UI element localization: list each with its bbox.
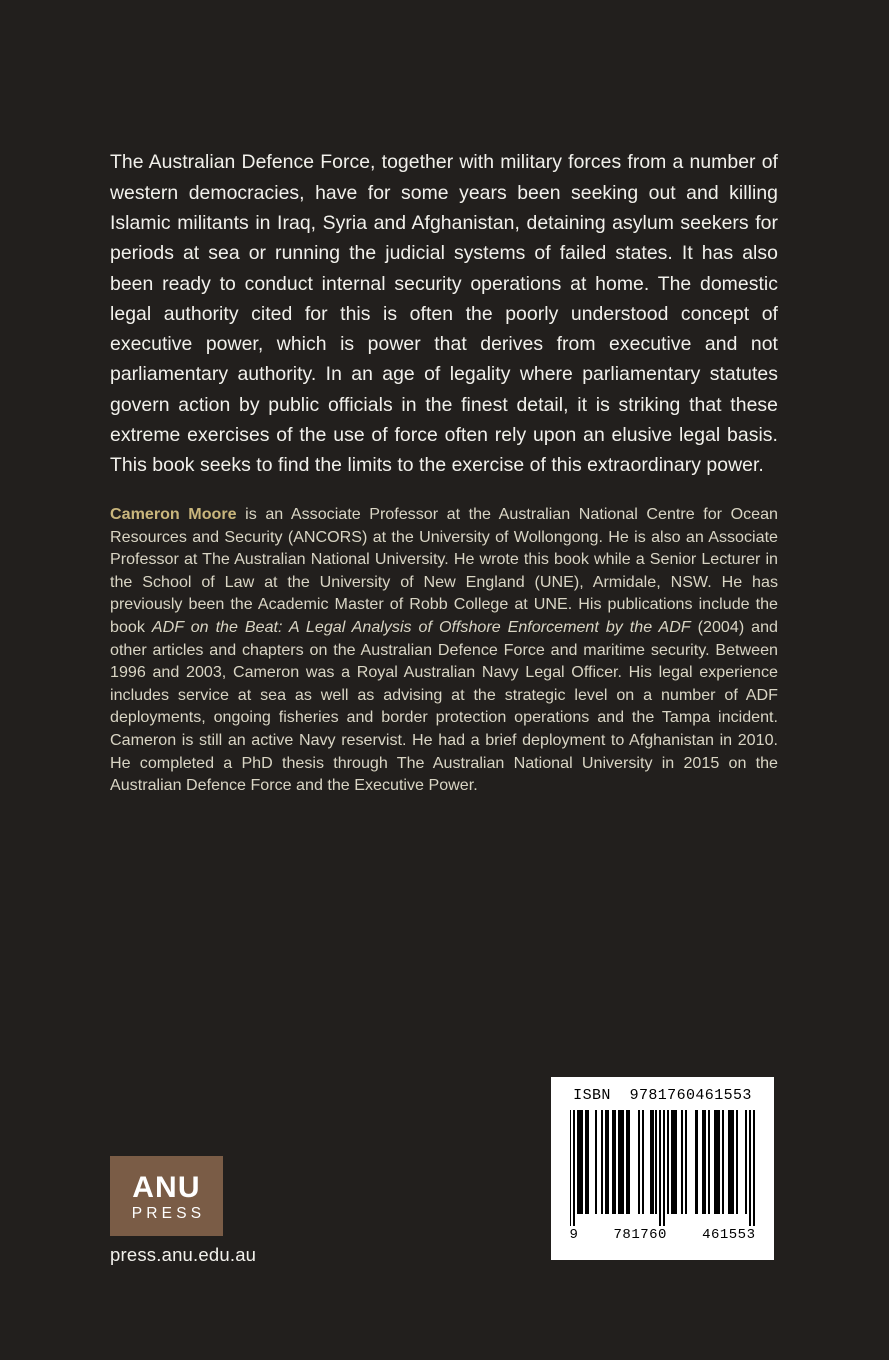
logo-press-text: PRESS bbox=[131, 1205, 206, 1222]
logo-anu-text: ANU bbox=[132, 1171, 201, 1204]
author-bio-part1: is an Associate Professor at the Australian National Centre for Ocean Resources and Security (ANCORS) at the University of Wollongong. He is also an Associate Professor at The Australian National University. He wrote this book while a Senior Lecturer in the School of Law at the University of New England (UNE), Armidale, NSW. He has previously been the Academic Master of Robb College at UNE. His publications include the book bbox=[110, 505, 778, 637]
barcode-digit-group-left: 9 bbox=[569, 1227, 579, 1243]
isbn-barcode bbox=[551, 1077, 774, 1260]
author-name: Cameron Moore bbox=[110, 505, 237, 524]
author-bio bbox=[110, 503, 778, 797]
author-bio-part2: (2004) and other articles and chapters on the Australian Defence Force and maritime security. Between 1996 and 2003, Cameron was a Royal Australian Navy Legal Officer. His legal experience includes service at sea as well as advising at the strategic level on a number of ADF deployments, ongoing fisheries and border protection operations and the Tampa incident. Cameron is still an active Navy reservist. He had a brief deployment to Afghanistan in 2010. He completed a PhD thesis through The Australian National University in 2015 on the Australian Defence Force and the Executive Power. bbox=[110, 618, 778, 795]
barcode-digit-group-mid: 781760 bbox=[613, 1227, 667, 1243]
barcode-digits bbox=[570, 1227, 756, 1243]
book-blurb: The Australian Defence Force, together with military forces from a number of western democracies, have for some years been seeking out and killing Islamic militants in Iraq, Syria and Afghanistan, detaining asylum seekers for periods at sea or running the judicial systems of failed states. It has also been ready to conduct internal security operations at home. The domestic legal authority cited for this is often the poorly understood concept of executive power, which is power that derives from executive and not parliamentary authority. In an age of legality where parliamentary statutes govern action by public officials in the finest detail, it is striking that these extreme exercises of the use of force often rely upon an elusive legal basis. This book seeks to find the limits to the exercise of this extraordinary power. bbox=[110, 151, 778, 477]
barcode-bars bbox=[570, 1110, 756, 1226]
barcode-digit-group-right: 461553 bbox=[702, 1227, 756, 1243]
cited-work-title: ADF on the Beat: A Legal Analysis of Offshore Enforcement by the ADF bbox=[151, 618, 691, 637]
publisher-website: press.anu.edu.au bbox=[110, 1244, 257, 1265]
isbn-label: ISBN 9781760461553 bbox=[573, 1087, 752, 1104]
anu-press-logo bbox=[110, 1156, 223, 1236]
